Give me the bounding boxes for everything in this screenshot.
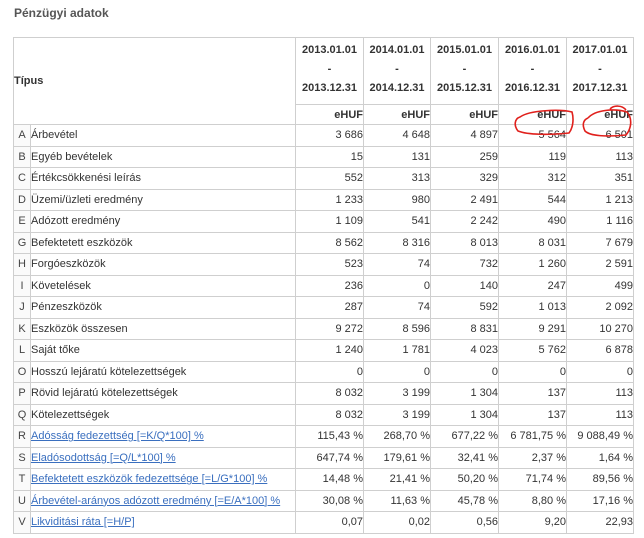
value-cell: 1 260 [499, 254, 567, 276]
value-cell: 14,48 % [296, 469, 364, 491]
row-code: S [14, 447, 31, 469]
value-cell: 592 [431, 297, 499, 319]
value-cell: 137 [499, 383, 567, 405]
value-cell: 32,41 % [431, 447, 499, 469]
value-cell: 247 [499, 275, 567, 297]
unit-label: eHUF [364, 105, 431, 125]
value-cell: 1 304 [431, 383, 499, 405]
value-cell: 6 878 [567, 340, 634, 362]
value-cell: 5 762 [499, 340, 567, 362]
value-cell: 1 304 [431, 404, 499, 426]
ratio-formula-link[interactable]: Likviditási ráta [=H/P] [31, 516, 135, 529]
value-cell: 9 272 [296, 318, 364, 340]
row-label-cell [31, 490, 296, 512]
value-cell: 268,70 % [364, 426, 431, 448]
value-cell: 4 648 [364, 125, 431, 147]
value-cell: 89,56 % [567, 469, 634, 491]
row-code: R [14, 426, 31, 448]
value-cell: 0,02 [364, 512, 431, 534]
table-row [14, 275, 634, 297]
row-code: E [14, 211, 31, 233]
value-cell: 45,78 % [431, 490, 499, 512]
value-cell: 6 501 [567, 125, 634, 147]
table-row [14, 469, 634, 491]
table-row [14, 232, 634, 254]
value-cell: 8 013 [431, 232, 499, 254]
row-label: Kötelezettségek [31, 404, 296, 426]
period-header-2013: 2013.01.01 - 2013.12.31 [296, 38, 364, 105]
row-label: Adózott eredmény [31, 211, 296, 233]
value-cell: 259 [431, 146, 499, 168]
table-row [14, 383, 634, 405]
value-cell: 119 [499, 146, 567, 168]
value-cell: 2 491 [431, 189, 499, 211]
section-title: Pénzügyi adatok [14, 6, 109, 20]
row-label-cell [31, 426, 296, 448]
value-cell: 8 831 [431, 318, 499, 340]
value-cell: 523 [296, 254, 364, 276]
row-code: O [14, 361, 31, 383]
value-cell: 1 109 [296, 211, 364, 233]
value-cell: 3 199 [364, 404, 431, 426]
row-code: Q [14, 404, 31, 426]
value-cell: 2 591 [567, 254, 634, 276]
value-cell: 7 679 [567, 232, 634, 254]
row-code: K [14, 318, 31, 340]
value-cell: 9 291 [499, 318, 567, 340]
table-row [14, 146, 634, 168]
type-column-header: Típus [14, 38, 296, 125]
value-cell: 313 [364, 168, 431, 190]
period-header-2015: 2015.01.01 - 2015.12.31 [431, 38, 499, 105]
value-cell: 0 [364, 275, 431, 297]
value-cell: 113 [567, 146, 634, 168]
value-cell: 8 562 [296, 232, 364, 254]
value-cell: 74 [364, 297, 431, 319]
value-cell: 113 [567, 383, 634, 405]
value-cell: 287 [296, 297, 364, 319]
table-row [14, 254, 634, 276]
row-code: T [14, 469, 31, 491]
ratio-formula-link[interactable]: Árbevétel-arányos adózott eredmény [=E/A*100] % [31, 494, 281, 507]
value-cell: 15 [296, 146, 364, 168]
value-cell: 732 [431, 254, 499, 276]
value-cell: 490 [499, 211, 567, 233]
unit-label: eHUF [499, 105, 567, 125]
period-header-2014: 2014.01.01 - 2014.12.31 [364, 38, 431, 105]
value-cell: 1 233 [296, 189, 364, 211]
value-cell: 0 [431, 361, 499, 383]
table-row [14, 125, 634, 147]
value-cell: 1 213 [567, 189, 634, 211]
value-cell: 3 199 [364, 383, 431, 405]
value-cell: 4 897 [431, 125, 499, 147]
value-cell: 50,20 % [431, 469, 499, 491]
period-header-2017: 2017.01.01 - 2017.12.31 [567, 38, 634, 105]
value-cell: 351 [567, 168, 634, 190]
value-cell: 552 [296, 168, 364, 190]
table-body [14, 125, 634, 534]
value-cell: 329 [431, 168, 499, 190]
ratio-formula-link[interactable]: Eladósodottság [=Q/L*100] % [31, 451, 176, 464]
value-cell: 10 270 [567, 318, 634, 340]
row-label: Árbevétel [31, 125, 296, 147]
value-cell: 115,43 % [296, 426, 364, 448]
row-code: A [14, 125, 31, 147]
row-code: V [14, 512, 31, 534]
value-cell: 541 [364, 211, 431, 233]
unit-label: eHUF [567, 105, 634, 125]
row-code: I [14, 275, 31, 297]
value-cell: 131 [364, 146, 431, 168]
value-cell: 17,16 % [567, 490, 634, 512]
value-cell: 4 023 [431, 340, 499, 362]
row-code: L [14, 340, 31, 362]
table-row [14, 318, 634, 340]
value-cell: 140 [431, 275, 499, 297]
value-cell: 9 088,49 % [567, 426, 634, 448]
row-code: U [14, 490, 31, 512]
row-label: Rövid lejáratú kötelezettségek [31, 383, 296, 405]
value-cell: 74 [364, 254, 431, 276]
unit-label: eHUF [296, 105, 364, 125]
value-cell: 21,41 % [364, 469, 431, 491]
row-label: Egyéb bevételek [31, 146, 296, 168]
value-cell: 8 316 [364, 232, 431, 254]
value-cell: 647,74 % [296, 447, 364, 469]
ratio-formula-link[interactable]: Befektetett eszközök fedezettsége [=L/G*100] % [31, 473, 268, 486]
row-label: Követelések [31, 275, 296, 297]
value-cell: 179,61 % [364, 447, 431, 469]
value-cell: 677,22 % [431, 426, 499, 448]
value-cell: 0 [499, 361, 567, 383]
table-row [14, 168, 634, 190]
value-cell: 2 092 [567, 297, 634, 319]
row-label: Eszközök összesen [31, 318, 296, 340]
row-code: C [14, 168, 31, 190]
row-code: G [14, 232, 31, 254]
row-code: B [14, 146, 31, 168]
value-cell: 8 031 [499, 232, 567, 254]
table-row [14, 404, 634, 426]
financial-data-table [13, 37, 634, 534]
value-cell: 1,64 % [567, 447, 634, 469]
unit-label: eHUF [431, 105, 499, 125]
value-cell: 0,07 [296, 512, 364, 534]
value-cell: 0 [567, 361, 634, 383]
value-cell: 8 032 [296, 383, 364, 405]
value-cell: 137 [499, 404, 567, 426]
value-cell: 2,37 % [499, 447, 567, 469]
ratio-formula-link[interactable]: Adósság fedezettség [=K/Q*100] % [31, 430, 204, 443]
value-cell: 2 242 [431, 211, 499, 233]
value-cell: 71,74 % [499, 469, 567, 491]
value-cell: 9,20 [499, 512, 567, 534]
value-cell: 11,63 % [364, 490, 431, 512]
row-label: Hosszú lejáratú kötelezettségek [31, 361, 296, 383]
value-cell: 30,08 % [296, 490, 364, 512]
row-label-cell [31, 447, 296, 469]
value-cell: 8 032 [296, 404, 364, 426]
value-cell: 499 [567, 275, 634, 297]
value-cell: 312 [499, 168, 567, 190]
table-row [14, 211, 634, 233]
table-row [14, 361, 634, 383]
period-header-2016: 2016.01.01 - 2016.12.31 [499, 38, 567, 105]
row-label: Pénzeszközök [31, 297, 296, 319]
row-label: Értékcsökkenési leírás [31, 168, 296, 190]
row-code: J [14, 297, 31, 319]
table-row [14, 447, 634, 469]
table-row [14, 189, 634, 211]
row-code: D [14, 189, 31, 211]
table-row [14, 512, 634, 534]
header-row-periods [14, 38, 634, 105]
row-code: P [14, 383, 31, 405]
value-cell: 0 [296, 361, 364, 383]
row-label-cell [31, 512, 296, 534]
table-row [14, 490, 634, 512]
row-label: Saját tőke [31, 340, 296, 362]
value-cell: 0,56 [431, 512, 499, 534]
row-code: H [14, 254, 31, 276]
value-cell: 1 781 [364, 340, 431, 362]
value-cell: 1 013 [499, 297, 567, 319]
value-cell: 6 781,75 % [499, 426, 567, 448]
value-cell: 3 686 [296, 125, 364, 147]
value-cell: 22,93 [567, 512, 634, 534]
table-row [14, 426, 634, 448]
value-cell: 113 [567, 404, 634, 426]
value-cell: 8 596 [364, 318, 431, 340]
value-cell: 980 [364, 189, 431, 211]
row-label-cell [31, 469, 296, 491]
value-cell: 236 [296, 275, 364, 297]
value-cell: 1 240 [296, 340, 364, 362]
value-cell: 5 564 [499, 125, 567, 147]
row-label: Forgóeszközök [31, 254, 296, 276]
row-label: Befektetett eszközök [31, 232, 296, 254]
value-cell: 0 [364, 361, 431, 383]
value-cell: 8,80 % [499, 490, 567, 512]
value-cell: 544 [499, 189, 567, 211]
value-cell: 1 116 [567, 211, 634, 233]
row-label: Üzemi/üzleti eredmény [31, 189, 296, 211]
table-row [14, 340, 634, 362]
table-row [14, 297, 634, 319]
